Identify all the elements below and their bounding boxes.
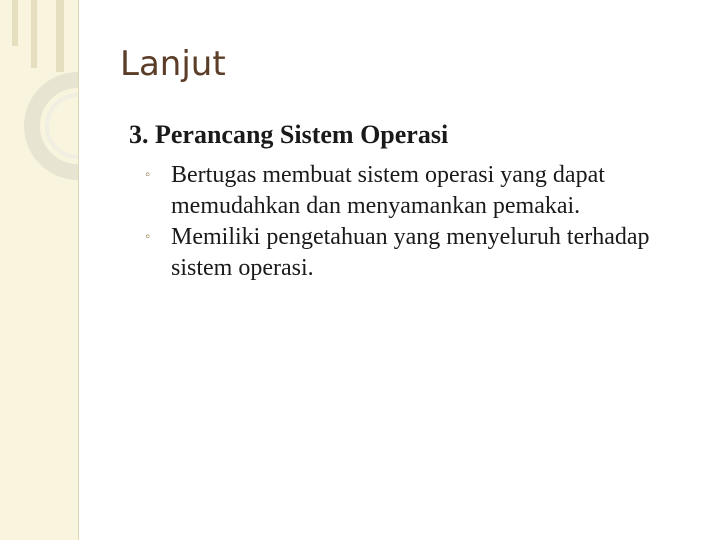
bullet-list (129, 160, 689, 284)
bullet-item (145, 222, 689, 284)
bullet-item (145, 160, 689, 222)
section-heading: 3. Perancang Sistem Operasi (129, 120, 449, 149)
bullet-marker-icon: ◦ (145, 167, 151, 183)
bullet-text: Bertugas membuat sistem operasi yang dapat memudahkan dan menyamankan pemakai. (171, 162, 605, 219)
side-decoration-panel (0, 0, 79, 540)
ring-ornament-icon (0, 0, 78, 540)
bullet-marker-icon: ◦ (145, 229, 151, 245)
bullet-text: Memiliki pengetahuan yang menyeluruh terhadap sistem operasi. (171, 224, 650, 281)
slide-title: Lanjut (120, 44, 226, 84)
slide-content (129, 120, 689, 284)
